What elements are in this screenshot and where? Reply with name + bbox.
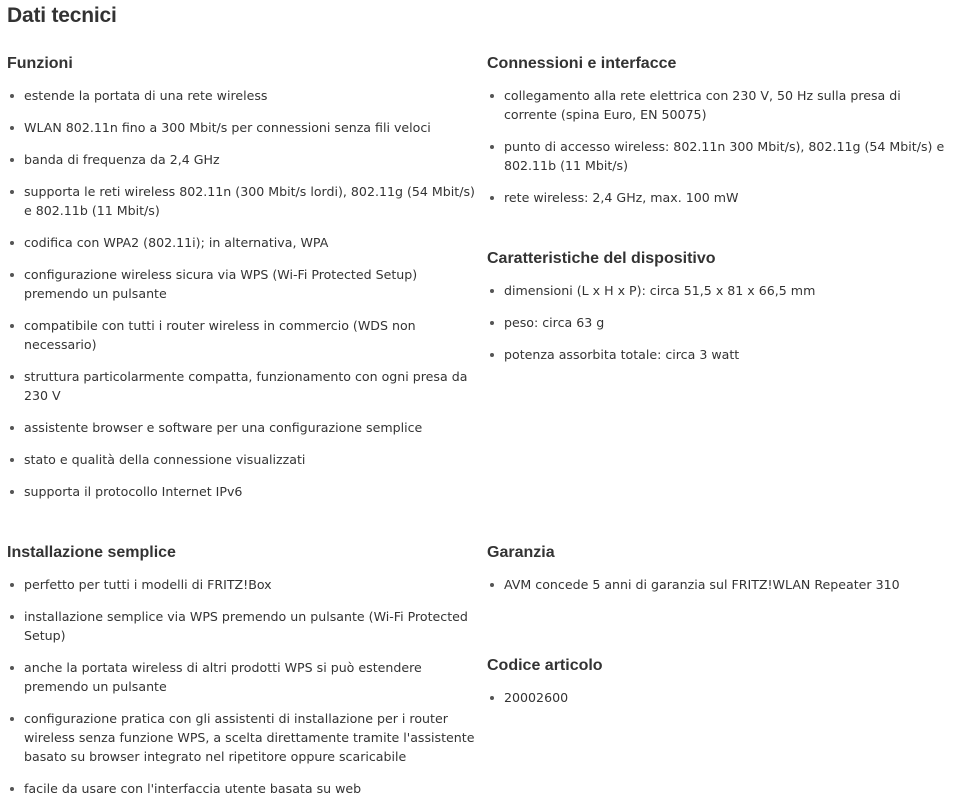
bullet-icon: [490, 196, 494, 200]
bullet-icon: [10, 787, 14, 791]
list-item-text: WLAN 802.11n fino a 300 Mbit/s per connessioni senza fili veloci: [24, 120, 431, 135]
bullet-icon: [490, 353, 494, 357]
bullet-icon: [10, 190, 14, 194]
list-item-text: supporta il protocollo Internet IPv6: [24, 484, 243, 499]
list-item: [7, 418, 477, 437]
list-item: [487, 188, 947, 207]
list-item-text: 20002600: [504, 690, 569, 705]
list-item-text: estende la portata di una rete wireless: [24, 88, 268, 103]
section-connessioni: [487, 54, 947, 220]
list-item-text: potenza assorbita totale: circa 3 watt: [504, 347, 740, 362]
list-item: [487, 281, 947, 300]
list-item: [7, 150, 477, 169]
list-item-text: anche la portata wireless di altri prodotti WPS si può estendere premendo un pulsante: [24, 660, 422, 694]
list-item: [487, 345, 947, 364]
bullet-icon: [10, 375, 14, 379]
list-item: [7, 367, 477, 405]
bullet-icon: [10, 458, 14, 462]
list-item-text: stato e qualità della connessione visualizzati: [24, 452, 306, 467]
section-installazione: [7, 543, 477, 811]
list-item: [487, 688, 947, 707]
bullet-icon: [490, 289, 494, 293]
list-item: [7, 265, 477, 303]
bullet-icon: [490, 583, 494, 587]
list-item: [7, 450, 477, 469]
section-title: Connessioni e interfacce: [487, 55, 677, 72]
section-title: Funzioni: [7, 55, 73, 72]
section-garanzia: [487, 543, 947, 607]
bullet-icon: [10, 426, 14, 430]
list-item: [7, 118, 477, 137]
section-title: Installazione semplice: [7, 544, 176, 561]
bullet-icon: [490, 321, 494, 325]
list-item: [7, 709, 477, 766]
section-title: Codice articolo: [487, 657, 603, 674]
bullet-icon: [10, 583, 14, 587]
bullet-icon: [10, 273, 14, 277]
page-title: Dati tecnici: [7, 4, 117, 27]
bullet-icon: [10, 126, 14, 130]
list-item-text: rete wireless: 2,4 GHz, max. 100 mW: [504, 190, 739, 205]
feature-list: [487, 281, 947, 364]
list-item-text: punto di accesso wireless: 802.11n 300 Mbit/s), 802.11g (54 Mbit/s) e 802.11b (11 Mbit/s): [504, 139, 945, 173]
list-item: [7, 86, 477, 105]
list-item-text: struttura particolarmente compatta, funzionamento con ogni presa da 230 V: [24, 369, 468, 403]
list-item-text: AVM concede 5 anni di garanzia sul FRITZ!WLAN Repeater 310: [504, 577, 900, 592]
bullet-icon: [10, 94, 14, 98]
list-item: [7, 658, 477, 696]
section-caratteristiche: [487, 249, 947, 377]
bullet-icon: [10, 490, 14, 494]
bullet-icon: [490, 696, 494, 700]
list-item: [487, 313, 947, 332]
list-item: [7, 182, 477, 220]
list-item-text: installazione semplice via WPS premendo un pulsante (Wi-Fi Protected Setup): [24, 609, 468, 643]
bullet-icon: [10, 666, 14, 670]
bullet-icon: [10, 241, 14, 245]
bullet-icon: [490, 145, 494, 149]
section-codice-articolo: [487, 656, 947, 720]
feature-list: [487, 688, 947, 707]
list-item: [487, 575, 947, 594]
feature-list: [7, 575, 477, 798]
list-item-text: assistente browser e software per una configurazione semplice: [24, 420, 423, 435]
list-item-text: supporta le reti wireless 802.11n (300 Mbit/s lordi), 802.11g (54 Mbit/s) e 802.11b (11 Mbit/s): [24, 184, 475, 218]
section-funzioni: [7, 54, 477, 514]
section-title: Caratteristiche del dispositivo: [487, 250, 716, 267]
list-item-text: configurazione pratica con gli assistenti di installazione per i router wireless senza funzione WPS, a scelta direttamente tramite l'assistente basato su browser integrato nel ripetitore oppure scaricabile: [24, 711, 475, 764]
list-item: [7, 607, 477, 645]
list-item: [7, 779, 477, 798]
bullet-icon: [10, 324, 14, 328]
list-item: [7, 575, 477, 594]
list-item-text: peso: circa 63 g: [504, 315, 605, 330]
list-item-text: banda di frequenza da 2,4 GHz: [24, 152, 220, 167]
list-item: [487, 137, 947, 175]
list-item-text: facile da usare con l'interfaccia utente basata su web: [24, 781, 362, 796]
list-item: [7, 316, 477, 354]
list-item: [7, 482, 477, 501]
list-item-text: collegamento alla rete elettrica con 230 V, 50 Hz sulla presa di corrente (spina Euro, EN 50075): [504, 88, 901, 122]
bullet-icon: [10, 615, 14, 619]
section-title: Garanzia: [487, 544, 555, 561]
list-item-text: codifica con WPA2 (802.11i); in alternativa, WPA: [24, 235, 329, 250]
list-item: [487, 86, 947, 124]
feature-list: [7, 86, 477, 501]
bullet-icon: [10, 158, 14, 162]
list-item: [7, 233, 477, 252]
feature-list: [487, 86, 947, 207]
list-item-text: compatibile con tutti i router wireless in commercio (WDS non necessario): [24, 318, 416, 352]
feature-list: [487, 575, 947, 594]
bullet-icon: [10, 717, 14, 721]
bullet-icon: [490, 94, 494, 98]
list-item-text: perfetto per tutti i modelli di FRITZ!Box: [24, 577, 272, 592]
list-item-text: configurazione wireless sicura via WPS (Wi-Fi Protected Setup) premendo un pulsante: [24, 267, 418, 301]
list-item-text: dimensioni (L x H x P): circa 51,5 x 81 x 66,5 mm: [504, 283, 816, 298]
